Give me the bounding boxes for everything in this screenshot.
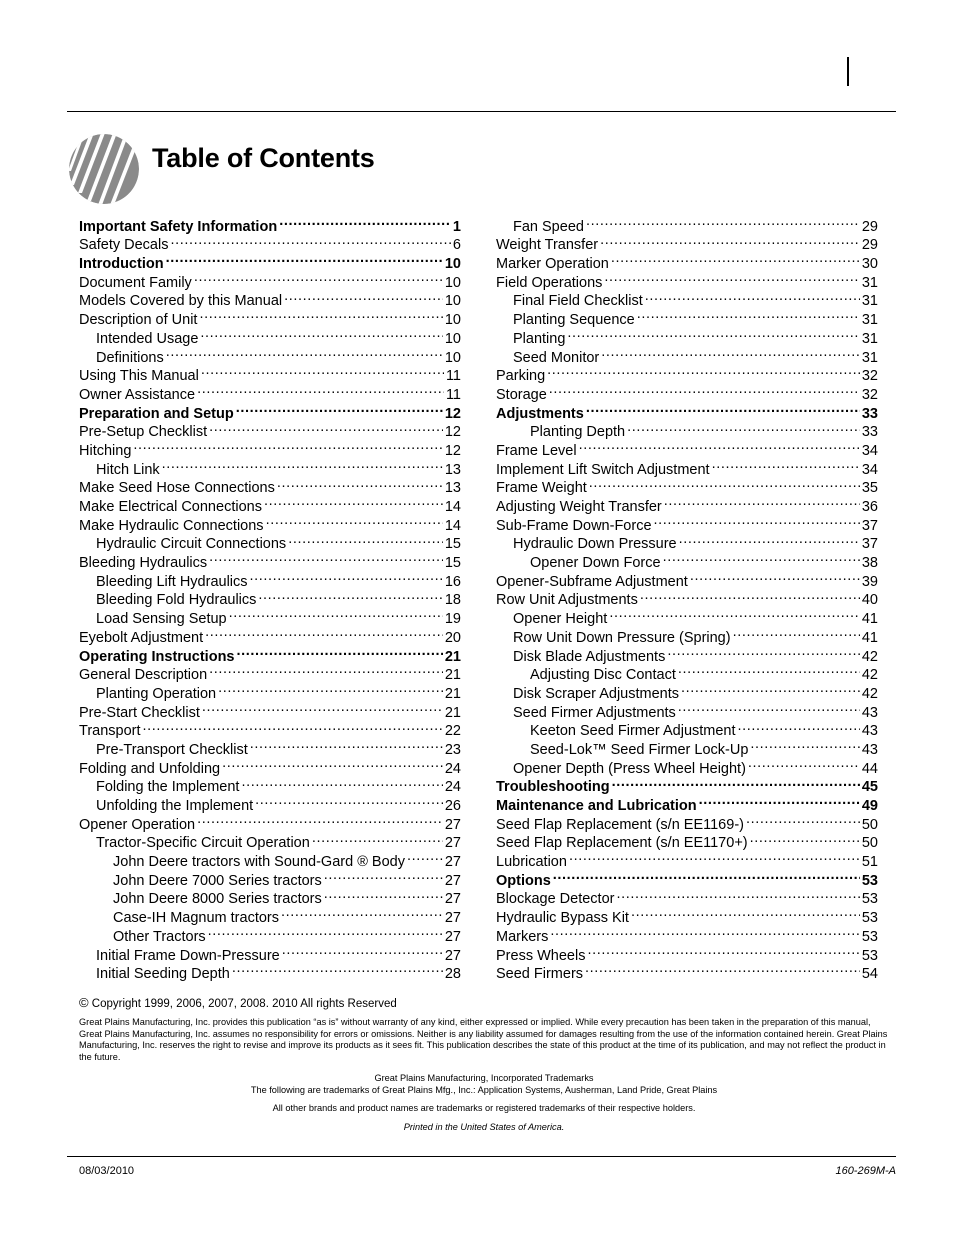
dot-leader [579,436,860,455]
toc-entry-title: Load Sensing Setup [96,611,227,628]
toc-entry-title: Adjusting Disc Contact [530,667,676,684]
toc-entry-title: Bleeding Lift Hydraulics [96,573,248,590]
toc-entry-title: Opener Depth (Press Wheel Height) [513,760,746,777]
dot-leader [258,586,442,605]
dot-leader [586,399,860,418]
dot-leader [712,455,860,474]
toc-entry-title: Folding the Implement [96,779,240,796]
dot-leader [201,362,444,381]
toc-entry-page: 37 [861,536,878,553]
copyright-symbol: © [79,995,89,1010]
toc-entry-page: 12 [444,405,461,422]
dot-leader [324,866,443,885]
dot-leader [166,343,443,362]
toc-entry-page: 30 [861,256,878,273]
toc-entry-title: Opener Operation [79,816,196,833]
toc-entry-page: 43 [861,704,878,721]
dot-leader [627,418,860,437]
toc-entry-page: 11 [445,368,461,385]
dot-leader [585,960,860,979]
toc-entry-page: 27 [444,928,461,945]
dot-leader [194,268,443,287]
toc-entry-title: Planting Operation [96,685,217,702]
toc-entry-page: 27 [444,854,461,871]
dot-leader [586,212,860,231]
dot-leader [681,679,860,698]
toc-entry-title: Planting Sequence [513,312,635,329]
toc-entry-title: Safety Decals [79,237,169,254]
toc-entry-title: Other Tractors [113,928,206,945]
dot-leader [229,604,443,623]
toc-entry-page: 35 [861,480,878,497]
toc-entry-page: 29 [861,218,878,235]
dot-leader [324,885,443,904]
toc-entry-page: 23 [444,741,461,758]
trademarks-list: The following are trademarks of Great Plains Mfg., Inc.: Application Systems, Ausherman, Land Pride, Great Plains [250,1085,718,1095]
dot-leader [281,903,443,922]
toc-entry-page: 31 [861,293,878,310]
dot-leader [612,773,860,792]
toc-entry-page: 54 [861,966,878,983]
toc-entry-title: Seed Monitor [513,349,600,366]
toc-entry-title: Initial Seeding Depth [96,966,230,983]
toc-entry-page: 21 [444,667,461,684]
toc-entry-page: 16 [444,573,461,590]
dot-leader [609,604,860,623]
toc-entry-page: 31 [861,330,878,347]
toc-entry-page: 42 [861,685,878,702]
toc-entry-page: 14 [444,499,461,515]
dot-leader [407,847,443,866]
dot-leader [255,791,443,810]
dot-leader [746,810,860,829]
dot-leader [738,717,860,736]
toc-entry-page: 6 [452,237,461,254]
toc-entry-title: John Deere 8000 Series tractors [113,891,322,908]
dot-leader [209,548,443,567]
toc-entry-page: 53 [861,947,878,964]
toc-entry-page: 33 [861,424,878,441]
toc-entry-page: 11 [445,386,461,403]
printed-in-text: Printed in the United States of America. [403,1122,565,1132]
toc-entry-title: Bleeding Fold Hydraulics [96,592,257,609]
toc-entry-title: Operating Instructions [79,648,235,665]
toc-entry-title: Important Safety Information [79,218,278,235]
dot-leader [663,548,860,567]
toc-entry-title: Transport [79,723,141,740]
dot-leader [199,305,442,324]
toc-entry-title: Markers [496,928,549,945]
dot-leader [678,661,860,680]
toc-entry-title: Definitions [96,349,164,366]
toc-entry-title: Row Unit Down Pressure (Spring) [513,629,731,646]
toc-entry-title: Make Seed Hose Connections [79,480,275,497]
toc-entry-page: 42 [861,667,878,684]
toc-entry-title: Hydraulic Circuit Connections [96,536,287,553]
toc-entry-title: Frame Level [496,442,577,459]
dot-leader [549,380,860,399]
toc-entry-page: 41 [861,629,878,646]
toc-column-left [79,212,461,983]
toc-entry[interactable] [496,941,878,964]
dot-leader [654,511,860,530]
footer-doc-number: 160-269M-A [835,1165,896,1177]
toc-entry-title: Bleeding Hydraulics [79,555,208,572]
toc-entry-page: 50 [861,816,878,833]
toc-entry-page: 27 [444,910,461,927]
dot-leader [312,829,443,848]
toc-entry-page: 29 [861,237,878,254]
toc-entry-title: Introduction [79,256,164,273]
dot-leader [202,698,443,717]
toc-entry-title: Seed-Lok™ Seed Firmer Lock-Up [530,741,749,758]
toc-entry-page: 32 [861,368,878,385]
toc-entry-page: 39 [861,573,878,590]
toc-entry-page: 24 [444,779,461,796]
toc-entry-title: Hydraulic Down Pressure [513,536,677,553]
toc-entry-title: John Deere 7000 Series tractors [113,872,322,889]
dot-leader [264,492,443,511]
dot-leader [284,287,443,306]
toc-entry-title: Keeton Seed Firmer Adjustment [530,723,736,740]
dot-leader [664,492,860,511]
toc-entry-page: 33 [861,405,878,422]
dot-leader [567,324,859,343]
dot-leader [241,773,442,792]
toc-entry-page: 49 [861,798,878,814]
toc-entry-title: Planting Depth [530,424,626,441]
toc-entry-title: Maintenance and Lubrication [496,798,697,814]
toc-entry-title: Marker Operation [496,256,609,273]
toc-entry[interactable] [496,362,878,385]
dot-leader [678,698,860,717]
toc-entry-title: Lubrication [496,854,567,871]
toc-entry-title: Opener Height [513,611,608,628]
toc-entry-title: General Description [79,667,208,684]
footer-date: 08/03/2010 [79,1165,135,1177]
disclaimer-text: Great Plains Manufacturing, Inc. provides this publication “as is” without warranty of any kind, either expressed or implied. While every precaution has been taken in the preparation of this manual, Great Plains Manufacturing, Inc. assumes no responsibility for errors or omissions. Neither is any liability assumed for damages resulting from the use of the information contained herein. Great Plains Manufacturing, Inc. reserves the right to revise and improve its products as it sees fit. This publication describes the state of this product at the time of its publication, and may not reflect the product in the future. [79,1017,888,1063]
toc-entry-page: 13 [444,461,461,478]
toc-entry-page: 34 [861,442,878,459]
toc-entry-title: Initial Frame Down-Pressure [96,947,280,964]
footer-rule [67,1156,896,1157]
toc-entry[interactable] [496,885,878,908]
dot-leader [282,941,443,960]
dot-leader [553,866,860,885]
toc-entry-page: 10 [444,293,461,310]
dot-leader [170,231,450,250]
toc-entry-title: Owner Assistance [79,386,196,403]
toc-entry-page: 27 [444,816,461,833]
toc-entry-page: 40 [861,592,878,609]
toc-entry-title: Parking [496,368,546,385]
toc-entry-title: Opener-Subframe Adjustment [496,573,688,590]
toc-entry-title: Options [496,872,551,889]
dot-leader [748,754,860,773]
toc-entry-page: 1 [452,218,461,235]
toc-entry-page: 31 [861,312,878,329]
dot-leader [601,343,860,362]
toc-entry-title: Opener Down Force [530,555,661,572]
dot-leader [218,679,443,698]
dot-leader [589,474,860,493]
toc-entry-page: 12 [444,424,461,441]
dot-leader [616,885,859,904]
toc-entry-page: 31 [861,274,878,291]
copyright-notice [79,995,397,1010]
dot-leader [222,754,443,773]
toc-entry-title: Pre-Start Checklist [79,704,200,721]
dot-leader [611,249,860,268]
toc-entry-title: Final Field Checklist [513,293,643,310]
toc-entry-page: 27 [444,872,461,889]
toc-entry-page: 41 [861,611,878,628]
dot-leader [197,810,443,829]
dot-leader [600,231,860,250]
dot-leader [587,941,859,960]
toc-entry-page: 21 [444,685,461,702]
toc-entry-page: 27 [444,947,461,964]
dot-leader [547,362,860,381]
toc-entry-page: 10 [444,256,461,273]
toc-entry-title: Row Unit Adjustments [496,592,638,609]
toc-entry-title: Adjusting Weight Transfer [496,499,662,515]
header-rule [67,111,896,112]
trademarks-heading: Great Plains Manufacturing, Incorporated Trademarks [374,1073,594,1083]
dot-leader [569,847,860,866]
dot-leader [236,399,443,418]
toc-entry-page: 38 [861,555,878,572]
toc-entry-page: 34 [861,461,878,478]
toc-entry-page: 13 [444,480,461,497]
dot-leader [604,268,859,287]
toc-entry-page: 10 [444,312,461,329]
toc-entry-title: Implement Lift Switch Adjustment [496,461,710,478]
dot-leader [637,305,860,324]
toc-entry-page: 22 [444,723,461,740]
toc-entry-page: 53 [861,872,878,889]
toc-entry-title: Folding and Unfolding [79,760,221,777]
toc-entry[interactable] [496,380,878,403]
toc-entry-page: 24 [444,760,461,777]
dot-leader [645,287,860,306]
toc-entry[interactable] [79,436,461,459]
dot-leader [166,249,443,268]
toc-entry-title: Seed Flap Replacement (s/n EE1170+) [496,835,748,852]
toc-entry-title: Seed Flap Replacement (s/n EE1169-) [496,816,744,833]
toc-entry-title: Unfolding the Implement [96,798,254,814]
dot-leader [288,530,443,549]
toc-entry-page: 26 [444,798,461,814]
toc-entry-page: 21 [444,704,461,721]
toc-entry-title: Troubleshooting [496,779,610,796]
toc-entry-page: 21 [444,648,461,665]
dot-leader [679,530,860,549]
toc-entry-page: 53 [861,928,878,945]
dot-leader [143,717,443,736]
dot-leader [277,474,443,493]
toc-entry-title: Make Hydraulic Connections [79,517,264,534]
toc-entry-page: 10 [444,330,461,347]
toc-entry-title: Storage [496,386,547,403]
toc-entry-page: 43 [861,741,878,758]
dot-leader [699,791,860,810]
page-title: Table of Contents [152,143,375,173]
dot-leader [200,324,442,343]
toc-entry-page: 14 [444,517,461,534]
toc-entry[interactable] [496,922,878,945]
dot-leader [162,455,443,474]
toc-entry-page: 45 [861,779,878,796]
toc-entry-page: 12 [444,442,461,459]
toc-entry-page: 32 [861,386,878,403]
toc-entry-title: Blockage Detector [496,891,615,908]
toc-entry-page: 10 [444,274,461,291]
toc-entry-page: 15 [444,555,461,572]
toc-entry-page: 10 [444,349,461,366]
toc-entry-page: 27 [444,891,461,908]
toc-entry-page: 18 [444,592,461,609]
dot-leader [205,623,443,642]
toc-entry-title: Case-IH Magnum tractors [113,910,279,927]
toc-entry-page: 28 [444,966,461,983]
toc-entry-title: Hitch Link [96,461,160,478]
toc-entry-title: Intended Usage [96,330,199,347]
great-plains-logo-icon [68,133,140,205]
dot-leader [197,380,444,399]
dot-leader [250,567,443,586]
toc-entry-title: Using This Manual [79,368,199,385]
toc-entry-page: 20 [444,629,461,646]
toc-entry-page: 51 [861,854,878,871]
toc-entry-title: Pre-Transport Checklist [96,741,248,758]
toc-entry-title: Pre-Setup Checklist [79,424,208,441]
toc-entry-page: 19 [444,611,461,628]
toc-entry-title: Press Wheels [496,947,586,964]
margin-mark [847,57,849,86]
toc-entry-title: Disk Scraper Adjustments [513,685,680,702]
toc-entry-title: Seed Firmer Adjustments [513,704,676,721]
dot-leader [667,642,860,661]
toc-entry-title: Hydraulic Bypass Kit [496,910,629,927]
dot-leader [550,922,859,941]
toc-entry-page: 53 [861,891,878,908]
toc-entry-title: Preparation and Setup [79,405,234,422]
toc-entry-page: 50 [861,835,878,852]
toc-entry-title: Weight Transfer [496,237,599,254]
dot-leader [209,418,443,437]
dot-leader [279,212,451,231]
toc-entry-title: Description of Unit [79,312,198,329]
dot-leader [733,623,860,642]
toc-entry-page: 44 [861,760,878,777]
toc-entry-title: Document Family [79,274,192,291]
toc-entry-page: 43 [861,723,878,740]
toc-entry-title: Make Electrical Connections [79,499,262,515]
toc-entry-title: Adjustments [496,405,584,422]
dot-leader [631,903,860,922]
dot-leader [133,436,442,455]
toc-entry-title: John Deere tractors with Sound-Gard ® Body [113,854,405,871]
toc-entry-title: Planting [513,330,566,347]
toc-entry[interactable] [496,212,878,235]
dot-leader [209,661,443,680]
copyright-text: Copyright 1999, 2006, 2007, 2008. 2010 All rights Reserved [88,998,397,1010]
toc-entry-title: Tractor-Specific Circuit Operation [96,835,310,852]
toc-entry-title: Frame Weight [496,480,587,497]
toc-entry[interactable] [79,455,461,478]
toc-entry[interactable] [79,212,461,235]
toc-entry-page: 15 [444,536,461,553]
toc-entry-title: Sub-Frame Down-Force [496,517,652,534]
dot-leader [750,829,860,848]
toc-entry-page: 27 [444,835,461,852]
toc-entry-page: 42 [861,648,878,665]
dot-leader [266,511,443,530]
toc-entry-title: Disk Blade Adjustments [513,648,666,665]
dot-leader [208,922,443,941]
toc-column-right [496,212,878,983]
toc-entry-title: Fan Speed [513,218,584,235]
toc-entry-title: Hitching [79,442,132,459]
toc-entry-title: Field Operations [496,274,603,291]
dot-leader [250,735,443,754]
toc-entry-title: Eyebolt Adjustment [79,629,204,646]
toc-entry[interactable] [496,399,878,422]
toc-entry-page: 53 [861,910,878,927]
toc-entry-page: 37 [861,517,878,534]
dot-leader [750,735,859,754]
toc-entry-title: Models Covered by this Manual [79,293,283,310]
dot-leader [640,586,860,605]
other-trademarks-text: All other brands and product names are trademarks or registered trademarks of their respective holders. [272,1103,696,1113]
toc-entry[interactable] [496,866,878,889]
toc-entry-page: 31 [861,349,878,366]
dot-leader [237,642,443,661]
dot-leader [690,567,860,586]
toc-entry-title: Seed Firmers [496,966,584,983]
toc-entry-page: 36 [861,499,878,515]
dot-leader [232,960,443,979]
